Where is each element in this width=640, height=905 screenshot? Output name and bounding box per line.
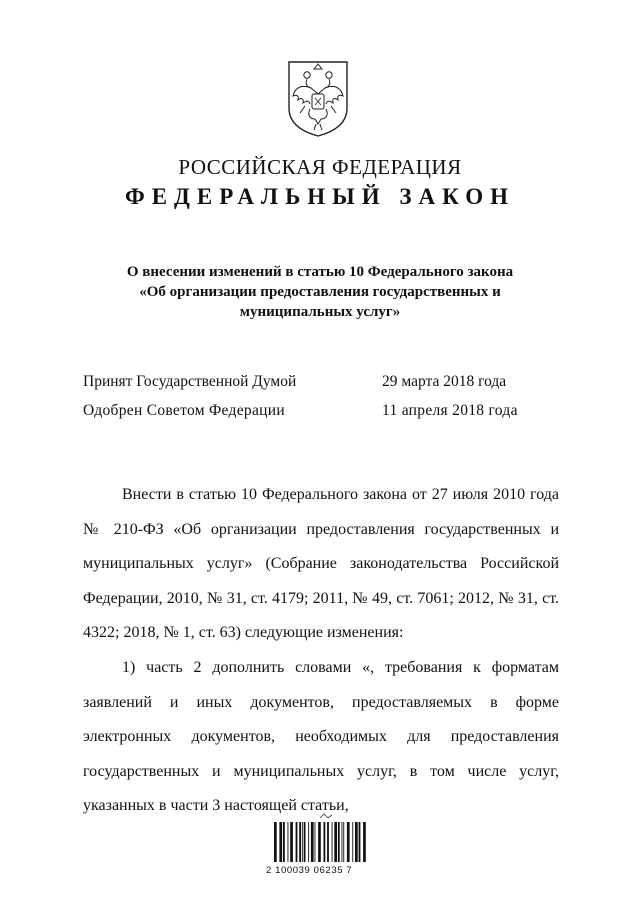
body-paragraph: Внести в статью 10 Федерального закона от 27 июля 2010 года № 210-ФЗ «Об организации предоставления государственных и муниципальных услуг» (Собрание законодательства Российской Федерации, 2010, № 31, ст. 4179; 2011, № 49, ст. 7061; 2012, № 31, ст. 4322; 2018, № 1, ст. 63) следующие изменения: (83, 486, 559, 642)
law-title (80, 262, 560, 322)
law-title-line: О внесении изменений в статью 10 Федерального закона (126, 264, 514, 280)
adoption-council-date: 11 апреля 2018 года (382, 402, 518, 419)
barcode-number: 2 100039 06235 7 (266, 865, 353, 876)
country-heading: РОССИЙСКАЯ ФЕДЕРАЦИЯ (178, 155, 462, 179)
law-title-line: муниципальных услуг» (239, 304, 401, 320)
law-title-line: «Об организации предоставления государственных и (139, 284, 501, 300)
body-paragraph: 1) часть 2 дополнить словами «, требования к форматам заявлений и иных документов, предоставляемых в форме электронных документов, необходимых для предоставления государственных и муниципальных услуг, в том числе услуг, указанных в части 3 настоящей статьи, (83, 658, 559, 815)
law-body (83, 478, 559, 824)
adoption-duma-label: Принят Государственной Думой (83, 373, 297, 390)
law-type-heading: ФЕДЕРАЛЬНЫЙ ЗАКОН (124, 184, 516, 209)
adoption-duma-date: 29 марта 2018 года (382, 373, 507, 390)
coat-of-arms-emblem (283, 58, 353, 138)
adoption-council-label: Одобрен Советом Федерации (83, 402, 285, 419)
